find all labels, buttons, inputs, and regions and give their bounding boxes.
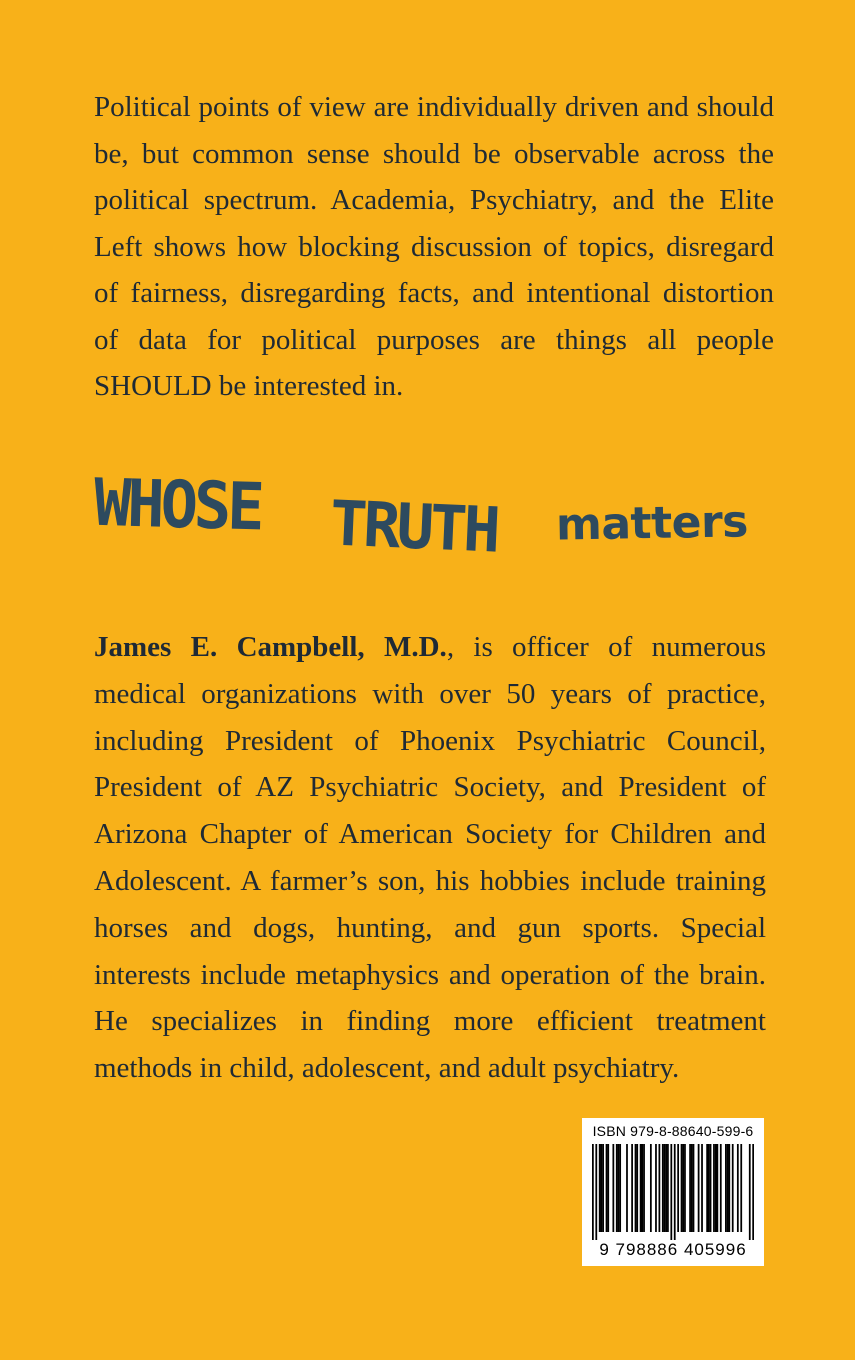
barcode-bar (716, 1144, 718, 1232)
title-word-whose: WHOSE (93, 463, 262, 546)
title-word-truth: TRUTH (328, 486, 499, 567)
barcode-bar (752, 1144, 754, 1240)
barcode-bar (664, 1144, 666, 1232)
barcode-bar (715, 1144, 717, 1232)
barcode-bar (728, 1144, 730, 1232)
barcode-bar (631, 1144, 633, 1232)
barcode-bar (643, 1144, 645, 1232)
isbn-barcode (582, 1118, 764, 1266)
barcode-bar (725, 1144, 727, 1232)
barcode-bar (665, 1144, 667, 1232)
barcode-bar (674, 1144, 676, 1240)
barcode-bar (706, 1144, 708, 1232)
barcode-bar (599, 1144, 601, 1232)
barcode-bar (667, 1144, 669, 1232)
barcode-bar (710, 1144, 712, 1232)
barcode-bar (693, 1144, 695, 1232)
barcode-bar (670, 1144, 672, 1240)
barcode-bar (727, 1144, 729, 1232)
author-name: James E. Campbell, M.D. (94, 631, 447, 663)
barcode-bar (677, 1144, 679, 1232)
barcode-bar (720, 1144, 722, 1232)
barcode-bar (698, 1144, 700, 1232)
back-cover-blurb: Political points of view are individually driven and should be, but common sense should be observable across the political spectrum. Academia, Psychiatry, and the Elite Left shows how blocking discussion of topics, disregard of fairness, disregarding facts, and intentional distortion of data for political purposes are things all people SHOULD be interested in. (94, 91, 774, 402)
barcode-bar (612, 1144, 614, 1232)
barcode-bar (619, 1144, 621, 1232)
author-bio-text: , is officer of numerous medical organizations with over 50 years of practice, including President of Phoenix Psychiatric Council, President of AZ Psychiatric Society, and President of Arizona Chapter of American Society for Children and Adolescent. A farmer’s son, his hobbies include training horses and dogs, hunting, and gun sports. Special interests include metaphysics and operation of the brain. He specializes in finding more efficient treatment methods in child, adolescent, and adult psychiatry. (94, 631, 766, 1085)
barcode-bar (659, 1144, 661, 1232)
barcode-bar (635, 1144, 637, 1232)
barcode-bar (636, 1144, 638, 1232)
barcode-bar (708, 1144, 710, 1232)
isbn-label: ISBN 979-8-88640-599-6 (592, 1123, 754, 1139)
barcode-bar (607, 1144, 609, 1232)
barcode-bar (737, 1144, 739, 1232)
ean-digits: 9 798886 405996 (599, 1240, 747, 1259)
barcode-bar (749, 1144, 751, 1240)
author-bio (94, 624, 766, 1092)
barcode-bar (606, 1144, 608, 1232)
barcode-bar (713, 1144, 715, 1232)
barcode-bar (691, 1144, 693, 1232)
barcode-bar (701, 1144, 703, 1232)
barcode-bar (689, 1144, 691, 1232)
barcode-bar (641, 1144, 643, 1232)
barcode-bar (655, 1144, 657, 1232)
barcode-bar (616, 1144, 618, 1232)
barcode-bar (601, 1144, 603, 1232)
barcode-bar (662, 1144, 664, 1232)
title-word-matters: matters (555, 496, 749, 551)
barcode-bar (592, 1144, 594, 1240)
book-title-logo (93, 463, 784, 578)
barcode-bar (732, 1144, 734, 1232)
barcode-bars (592, 1144, 754, 1240)
barcode-bar (626, 1144, 628, 1232)
barcode-bar (682, 1144, 684, 1232)
barcode-bar (640, 1144, 642, 1232)
barcode-bar (740, 1144, 742, 1232)
barcode-bar (595, 1144, 597, 1240)
barcode-bar (650, 1144, 652, 1232)
barcode-bar (602, 1144, 604, 1232)
barcode-bar (681, 1144, 683, 1232)
barcode-bar (684, 1144, 686, 1232)
barcode-bar (618, 1144, 620, 1232)
